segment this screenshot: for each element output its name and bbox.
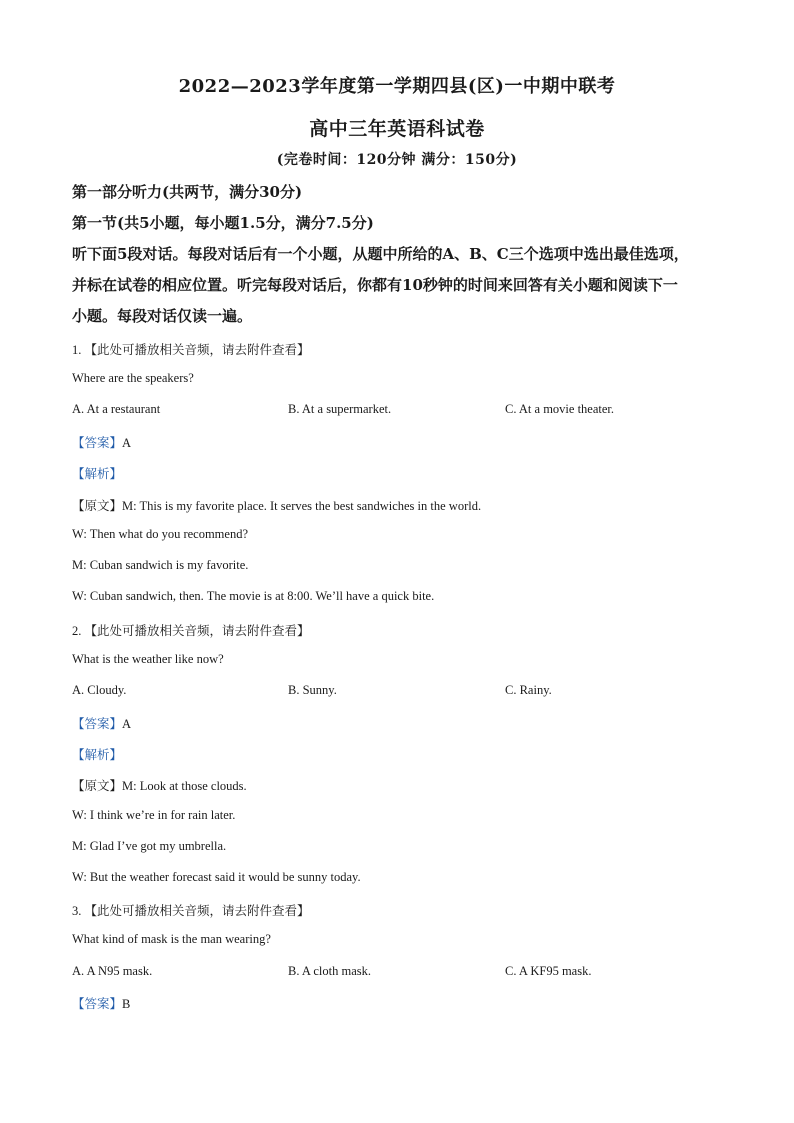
- question-3-text: What kind of mask is the man wearing?: [72, 932, 271, 946]
- question-1-text: Where are the speakers?: [72, 371, 194, 385]
- question-2-option-a: A. Cloudy.: [72, 683, 127, 697]
- question-2-analysis: [72, 745, 732, 763]
- answer-label: 【答案】: [72, 716, 123, 731]
- audio-note: 【此处可播放相关音频，请去附件查看】: [84, 342, 310, 357]
- question-1-transcript-line-4: W: Cuban sandwich, then. The movie is at 8:00. We’ll have a quick bite.: [72, 589, 435, 603]
- question-3-option-b: B. A cloth mask.: [288, 964, 371, 978]
- question-1-transcript-line-2: W: Then what do you recommend?: [72, 527, 248, 541]
- question-3-option-a: A. A N95 mask.: [72, 964, 153, 978]
- question-1-option-b: B. At a supermarket.: [288, 402, 392, 416]
- question-1-audio[interactable]: [72, 340, 732, 358]
- question-2-transcript-line-1: [72, 776, 732, 794]
- question-3-audio[interactable]: [72, 901, 732, 919]
- question-1-transcript-line-1: [72, 496, 732, 514]
- transcript-label: 【原文】: [72, 778, 123, 793]
- question-number: 3.: [72, 904, 82, 918]
- question-1-answer: [72, 433, 732, 451]
- question-1-option-a: A. At a restaurant: [72, 402, 161, 416]
- instruction-line-2: 并标在试卷的相应位置。听完每段对话后，你都有10秒钟的时间来回答有关小题和阅读下一: [72, 276, 678, 294]
- exam-subtitle: 高中三年英语科试卷: [309, 118, 485, 140]
- question-2-option-c: C. Rainy.: [505, 683, 552, 697]
- question-2-option-b: B. Sunny.: [288, 683, 337, 697]
- question-3-option-c: C. A KF95 mask.: [505, 964, 592, 978]
- instruction-line-1: 听下面5段对话。每段对话后有一个小题，从题中所给的A、B、C三个选项中选出最佳选项，: [72, 245, 689, 263]
- question-2-transcript-line-3: M: Glad I’ve got my umbrella.: [72, 839, 227, 853]
- question-2-audio[interactable]: [72, 621, 732, 639]
- answer-label: 【答案】: [72, 996, 123, 1011]
- question-3-answer: [72, 994, 732, 1012]
- analysis-label: 【解析】: [72, 747, 123, 762]
- transcript-text: M: Look at those clouds.: [122, 779, 247, 793]
- answer-label: 【答案】: [72, 435, 123, 450]
- question-2-transcript-line-2: W: I think we’re in for rain later.: [72, 808, 236, 822]
- question-1-analysis: [72, 464, 732, 482]
- question-2-answer: [72, 714, 732, 732]
- exam-info: (完卷时间：120分钟 满分：150分): [276, 152, 518, 168]
- question-number: 2.: [72, 624, 82, 638]
- analysis-label: 【解析】: [72, 466, 123, 481]
- audio-note: 【此处可播放相关音频，请去附件查看】: [84, 903, 310, 918]
- answer-value: B: [122, 997, 131, 1011]
- question-2-transcript-line-4: W: But the weather forecast said it would be sunny today.: [72, 870, 361, 884]
- question-1-option-c: C. At a movie theater.: [505, 402, 615, 416]
- exam-title: 2022—2023学年度第一学期四县(区)一中期中联考: [178, 76, 616, 97]
- instruction-line-3: 小题。每段对话仅读一遍。: [72, 307, 253, 325]
- section-title: 第一节(共5小题，每小题1.5分，满分7.5分): [72, 214, 374, 232]
- answer-value: A: [122, 436, 132, 450]
- question-number: 1.: [72, 343, 82, 357]
- part-title: 第一部分听力(共两节，满分30分): [72, 183, 303, 201]
- question-2-text: What is the weather like now?: [72, 652, 224, 666]
- answer-value: A: [122, 717, 132, 731]
- transcript-text: M: This is my favorite place. It serves the best sandwiches in the world.: [122, 499, 482, 513]
- question-1-transcript-line-3: M: Cuban sandwich is my favorite.: [72, 558, 249, 572]
- audio-note: 【此处可播放相关音频，请去附件查看】: [84, 623, 310, 638]
- transcript-label: 【原文】: [72, 498, 123, 513]
